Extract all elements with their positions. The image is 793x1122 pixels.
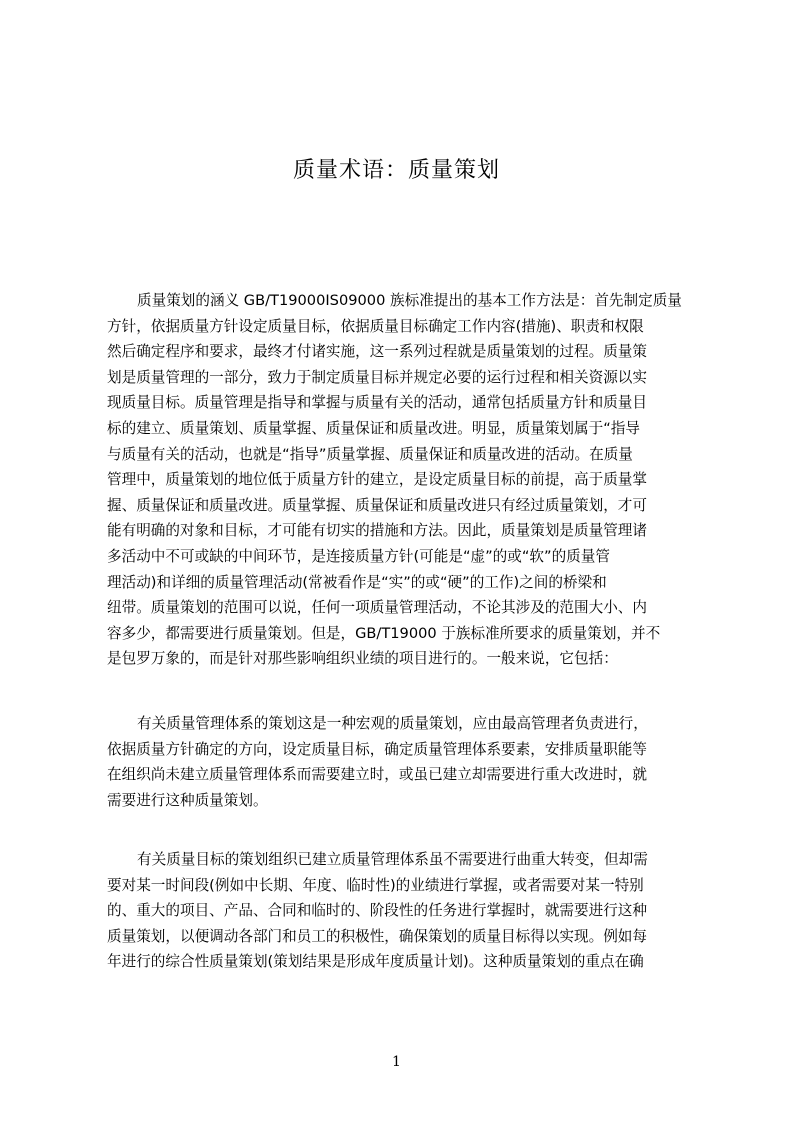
text-line: 管理中，质量策划的地位低于质量方针的建立，是设定质量目标的前提，高于质量掌 (107, 471, 647, 489)
text-line: 理活动)和详细的质量管理活动(常被看作是“实”的或“硬”的工作)之间的桥梁和 (107, 573, 607, 591)
page-number: 1 (392, 1054, 401, 1070)
text-line: 能有明确的对象和目标，才可能有切实的措施和方法。因此，质量策划是质量管理诸 (107, 522, 647, 540)
paragraph-3 (107, 847, 707, 975)
text-line: 方针，依据质量方针设定质量目标，依据质量目标确定工作内容(措施)、职责和权限 (107, 317, 644, 335)
text-line: 容多少，都需要进行质量策划。但是，GB/T19000 于族标准所要求的质量策划，并不 (107, 624, 661, 642)
page-title: 质量术语：质量策划 (292, 157, 500, 183)
text-line: 有关质量管理体系的策划这是一种宏观的质量策划，应由最高管理者负责进行， (137, 715, 648, 732)
text-line: 纽带。质量策划的范围可以说，任何一项质量管理活动，不论其涉及的范围大小、内 (107, 599, 647, 617)
text-line: 是包罗万象的，而是针对那些影响组织业绩的项目进行的。一般来说，它包括： (107, 650, 618, 668)
paragraph-2 (107, 711, 707, 813)
text-line: 在组织尚未建立质量管理体系而需要建立时，或虽已建立却需要进行重大改进时，就 (107, 766, 647, 784)
text-line: 要对某一时间段(例如中长期、年度、临时性)的业绩进行掌握，或者需要对某一特别 (107, 876, 644, 894)
text-line: 然后确定程序和要求，最终才付诸实施，这一系列过程就是质量策划的过程。质量策 (107, 343, 647, 361)
text-line: 有关质量目标的策划组织已建立质量管理体系虽不需要进行曲重大转变，但却需 (137, 851, 648, 868)
text-line: 现质量目标。质量管理是指导和掌握与质量有关的活动，通常包括质量方针和质量目 (107, 394, 647, 412)
text-line: 年进行的综合性质量策划(策划结果是形成年度质量计划)。这种质量策划的重点在确 (107, 953, 644, 971)
text-line: 质量策划，以便调动各部门和员工的积极性，确保策划的质量目标得以实现。例如每 (107, 927, 647, 945)
paragraph-1 (107, 288, 707, 672)
text-line: 标的建立、质量策划、质量掌握、质量保证和质量改进。明显，质量策划属于“指导 (107, 419, 640, 437)
text-line: 握、质量保证和质量改进。质量掌握、质量保证和质量改进只有经过质量策划，才可 (107, 496, 647, 514)
text-line: 与质量有关的活动，也就是“指导”质量掌握、质量保证和质量改进的活动。在质量 (107, 445, 633, 463)
text-line: 划是质量管理的一部分，致力于制定质量目标并规定必要的运行过程和相关资源以实 (107, 368, 647, 386)
text-line: 多活动中不可或缺的中间环节，是连接质量方针(可能是“虚”的或“软”的质量管 (107, 547, 610, 565)
text-line: 质量策划的涵义 GB/T19000IS09000 族标准提出的基本工作方法是：首先制定质量 (137, 292, 682, 309)
text-line: 需要进行这种质量策划。 (107, 791, 268, 809)
text-line: 依据质量方针确定的方向，设定质量目标，确定质量管理体系要素，安排质量职能等 (107, 740, 647, 758)
text-line: 的、重大的项目、产品、合同和临时的、阶段性的任务进行掌握时，就需要进行这种 (107, 902, 647, 920)
